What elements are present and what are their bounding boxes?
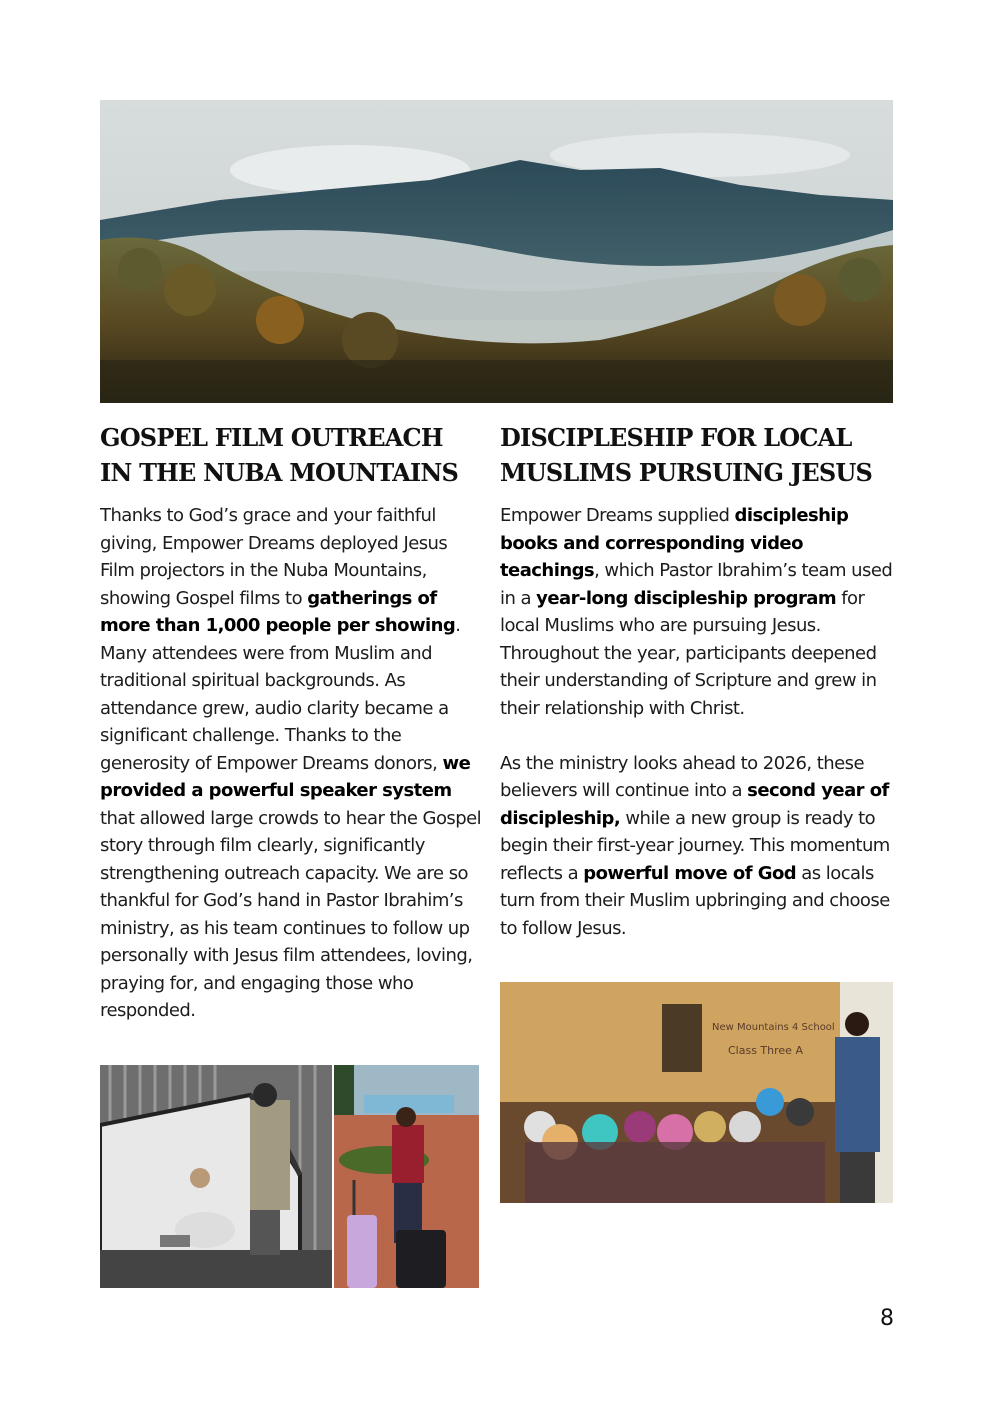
emphasis-text: powerful move of God (583, 862, 797, 884)
heading-line: GOSPEL FILM OUTREACH (100, 423, 443, 452)
gospel-film-body: Thanks to God’s grace and your faithful giving, Empower Dreams deployed Jesus Film projectors in the Nuba Mountains, showing Gospel films to gatherings of more than 1,000 people per showing. Many attendees were from Muslim and traditional spiritual backgrounds. As attendance grew, audio clarity became a significant challenge. Thanks to the generosity of Empower Dreams donors, we provided a powerful speaker system that allowed large crowds to hear the Gospel story through film clearly, significantly strengthening outreach capacity. We are so thankful for God’s hand in Pastor Ibrahim’s ministry, as his team continues to follow up personally with Jesus film attendees, loving, praying for, and engaging those who responded. (100, 505, 482, 1021)
heading-line: DISCIPLESHIP FOR LOCAL (500, 423, 852, 452)
wall-text-class: Class Three A (728, 1044, 803, 1057)
page-number: 8 (880, 1306, 894, 1331)
gospel-film-section (100, 420, 485, 1025)
wall-text-school: New Mountains 4 School (712, 1022, 835, 1033)
discipleship-heading (500, 420, 900, 490)
emphasis-text: we provided a powerful speaker system (100, 752, 471, 801)
gospel-film-heading (100, 420, 485, 490)
classroom-discipleship-photo (500, 982, 893, 1203)
discipleship-section (500, 420, 900, 942)
emphasis-text: gatherings of more than 1,000 people per showing (100, 587, 456, 636)
mountain-landscape-photo (100, 100, 893, 403)
emphasis-text: second year of discipleship, (500, 780, 889, 829)
projector-screen-photo (100, 1065, 332, 1288)
discipleship-body-2: As the ministry looks ahead to 2026, these believers will continue into a second year of discipleship, while a new group is ready to begin their first-year journey. This momentum reflects a powerful move of God as locals turn from their Muslim upbringing and choose to follow Jesus. (500, 752, 890, 939)
discipleship-body-1: Empower Dreams supplied discipleship books and corresponding video teachings, which Pastor Ibrahim’s team used in a year-long discipleship program for local Muslims who are pursuing Jesus. Throughout the year, participants deepened their understanding of Scripture and grew in their relationship with Christ. (500, 505, 893, 719)
heading-line: IN THE NUBA MOUNTAINS (100, 458, 459, 487)
emphasis-text: year-long discipleship program (536, 587, 837, 609)
emphasis-text: discipleship books and corresponding video teachings (500, 505, 849, 581)
traveler-luggage-photo (334, 1065, 479, 1288)
heading-line: MUSLIMS PURSUING JESUS (500, 458, 873, 487)
